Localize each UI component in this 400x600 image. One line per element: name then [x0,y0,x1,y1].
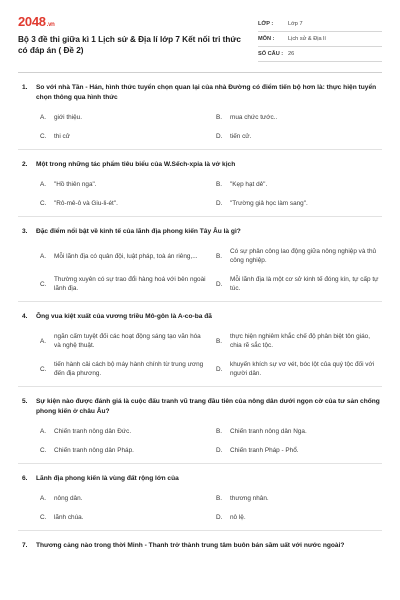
option-text: thương nhân. [230,495,269,502]
answer-option[interactable] [40,113,206,122]
document-header [18,14,382,73]
answer-options [18,113,382,141]
option-text: mua chức tước.. [230,114,278,121]
option-letter: D. [216,514,223,521]
option-letter: B. [216,181,223,188]
answer-option[interactable] [216,332,382,350]
meta-value: Lịch sử & Địa lí [288,36,326,42]
option-letter: A. [40,181,47,188]
answer-option[interactable] [40,446,206,455]
option-text: tiến cử. [230,133,252,140]
question-number: 4. [22,313,28,320]
question-item [18,217,382,302]
option-text: thi cử [54,133,70,140]
option-letter: A. [40,114,47,121]
question-number: 1. [22,84,28,91]
question-number: 6. [22,475,28,482]
question-item [18,73,382,150]
answer-option[interactable] [40,247,206,265]
option-text: "Rô-mê-ô và Giu-li-ét". [54,200,118,207]
option-text: nô lệ. [230,514,246,521]
question-text: Một trong những tác phẩm tiêu biểu của W.Sếch-xpia là vở kịch [36,161,236,168]
answer-option[interactable] [40,332,206,350]
question-item [18,302,382,387]
question-item [18,387,382,464]
answer-option[interactable] [216,199,382,208]
answer-option[interactable] [40,180,206,189]
question-number: 5. [22,398,28,405]
question-item [18,531,382,559]
option-text: khuyến khích sự vơ vét, bóc lột của quý tộc đối với người dân. [230,361,375,377]
logo-main: 2048 [18,14,46,29]
option-letter: B. [216,428,223,435]
answer-option[interactable] [40,427,206,436]
option-letter: A. [40,252,47,260]
answer-option[interactable] [216,275,382,293]
option-letter: C. [40,447,47,454]
answer-option[interactable] [40,199,206,208]
option-text: Chiến tranh Pháp - Phổ. [230,447,299,454]
answer-option[interactable] [40,494,206,503]
answer-option[interactable] [216,132,382,141]
option-letter: A. [40,337,47,345]
option-letter: D. [216,365,223,373]
question-text: Lãnh địa phong kiến là vùng đất rộng lớn của [36,475,179,482]
option-text: thực hiện nghiêm khắc chế độ phân biệt tôn giáo, chia rẽ sắc tộc. [230,333,370,349]
option-text: ngăn cấm tuyệt đối các hoạt động sáng tạo văn hóa và nghệ thuật. [54,333,201,349]
question-text: Đặc điểm nổi bật về kinh tế của lãnh địa phong kiến Tây Âu là gì? [36,228,241,235]
option-letter: A. [40,495,47,502]
option-text: Có sự phân công lao động giữa nông nghiệp và thủ công nghiệp. [230,248,377,264]
option-letter: B. [216,114,223,121]
meta-label: MÔN : [258,36,275,42]
option-text: Thường xuyên có sự trao đổi hàng hoá với bên ngoài lãnh địa. [54,276,206,292]
answer-option[interactable] [216,494,382,503]
option-letter: B. [216,252,223,260]
answer-option[interactable] [216,113,382,122]
option-letter: D. [216,280,223,288]
option-text: tiến hành cải cách bộ máy hành chính từ trung ương đến địa phương. [54,361,204,377]
question-number: 3. [22,228,28,235]
answer-option[interactable] [40,275,206,293]
option-text: giới thiệu. [54,114,82,121]
answer-option[interactable] [216,360,382,378]
answer-option[interactable] [216,427,382,436]
option-letter: C. [40,365,47,373]
option-letter: C. [40,280,47,288]
option-text: Chiến tranh nông dân Pháp. [54,447,134,454]
meta-label: SỐ CÂU : [258,51,284,57]
option-text: Mỗi lãnh địa là một cơ sở kinh tế đóng kín, tự cấp tự túc. [230,276,379,292]
answer-options [18,427,382,455]
meta-row-question-count [258,47,382,62]
answer-option[interactable] [216,446,382,455]
answer-options [18,494,382,522]
question-text: Ông vua kiệt xuất của vương triều Mô-gôn là A-co-ba đã [36,313,212,320]
option-text: Mỗi lãnh địa có quân đội, luật pháp, toà án riêng,... [54,252,198,260]
meta-value: 26 [288,51,295,57]
question-number: 2. [22,161,28,168]
answer-option[interactable] [40,132,206,141]
option-letter: C. [40,133,47,140]
answer-option[interactable] [40,513,206,522]
question-text: So với nhà Tần - Hán, hình thức tuyển chọn quan lại của nhà Đường có điểm tiến bộ hơn là: thực hiện tuyển chọn thông qua hình thức [36,84,377,101]
meta-row-grade [258,17,382,32]
option-letter: B. [216,495,223,502]
option-text: "Trường giả học làm sang". [230,200,308,207]
answer-options [18,247,382,293]
site-logo[interactable] [18,14,244,29]
option-letter: D. [216,133,223,140]
option-letter: A. [40,428,47,435]
logo-suffix: .vn [46,22,55,28]
answer-options [18,332,382,378]
answer-option[interactable] [216,180,382,189]
option-text: nông dân. [54,495,83,502]
option-letter: B. [216,337,223,345]
question-item [18,150,382,217]
document-title: Bộ 3 đề thi giữa kì 1 Lịch sử & Địa lí lớp 7 Kết nối tri thức có đáp án ( Đề 2) [18,35,241,55]
question-item [18,464,382,531]
meta-label: LỚP : [258,21,274,27]
option-letter: C. [40,200,47,207]
option-letter: D. [216,447,223,454]
option-letter: D. [216,200,223,207]
option-text: Chiến tranh nông dân Đức. [54,428,132,435]
question-text: Thương cảng nào trong thời Minh - Thanh trở thành trung tâm buôn bán sầm uất với nước ngoài? [36,542,345,549]
header-left [18,14,244,56]
meta-value: Lớp 7 [288,21,303,27]
option-letter: C. [40,514,47,521]
meta-row-subject [258,32,382,47]
option-text: lãnh chúa. [54,514,84,521]
exam-meta-table [258,17,382,62]
answer-options [18,180,382,208]
option-text: "Hồ thiên nga". [54,181,97,188]
answer-option[interactable] [216,247,382,265]
question-text: Sự kiện nào được đánh giá là cuộc đấu tranh vũ trang đầu tiên của nông dân dưới ngọn cờ của tư sản chống phong kiến ở châu Âu? [36,398,380,415]
answer-option[interactable] [216,513,382,522]
answer-option[interactable] [40,360,206,378]
question-number: 7. [22,542,28,549]
option-text: Chiến tranh nông dân Nga. [230,428,307,435]
option-text: "Kẹp hạt dẻ". [230,181,268,188]
